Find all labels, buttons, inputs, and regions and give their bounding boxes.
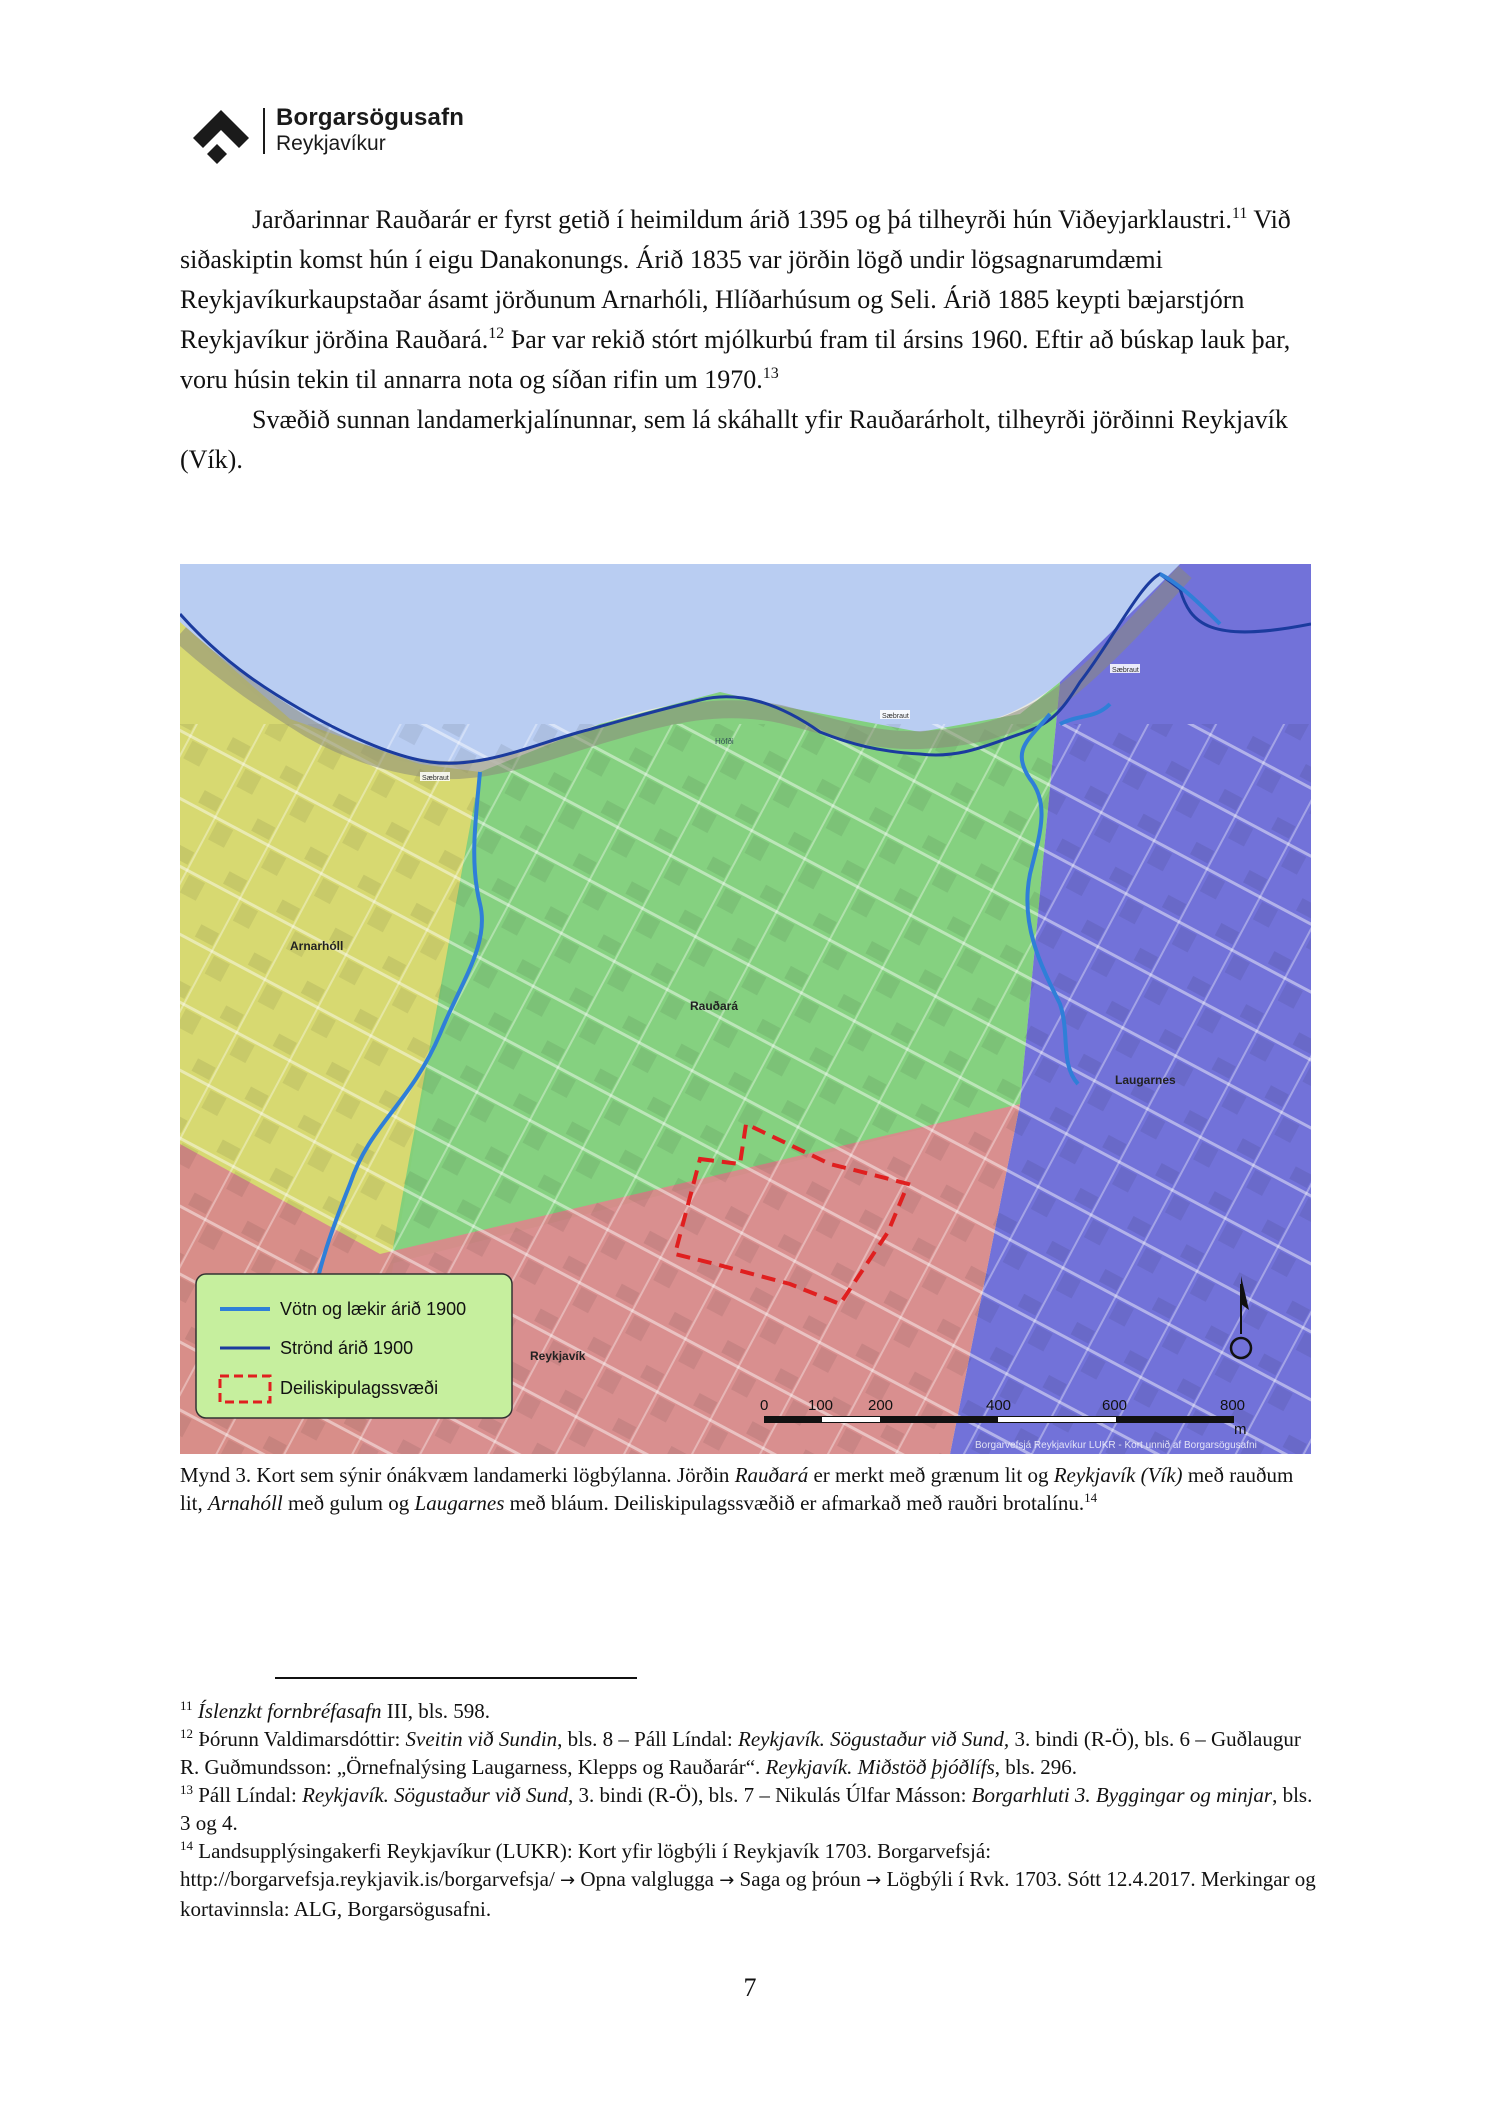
footnote-number: 13 bbox=[180, 1782, 193, 1797]
footnote-text: Saga og þróun bbox=[734, 1867, 867, 1891]
body-text bbox=[180, 200, 1330, 480]
label-arnarholl: Arnarhóll bbox=[290, 939, 344, 953]
scale-tick-200: 200 bbox=[868, 1397, 894, 1414]
footnote-text: III, bls. 598. bbox=[381, 1699, 491, 1723]
arrow-right-icon: → bbox=[866, 1870, 882, 1891]
scale-tick-0: 0 bbox=[760, 1397, 769, 1414]
caption-text-b: er merkt með grænum lit og bbox=[808, 1463, 1054, 1487]
legend-label-shore: Strönd árið 1900 bbox=[280, 1338, 414, 1358]
footnote-text: Landsupplýsingakerfi Reykjavíkur (LUKR): Kort yfir lögbýli í Reykjavík 1703. Borgarvefsjá: http://borgarvefsja.reykjavik.is/borgarvefsja/ bbox=[180, 1839, 992, 1891]
footnote-text: , bls. 8 – Páll Líndal: bbox=[557, 1727, 738, 1751]
footnote-italic: Íslenzkt fornbréfasafn bbox=[197, 1699, 382, 1723]
footnote-text: Lögbýli í Rvk. 1703. Sótt 12.4.2017. Merkingar og kortavinnsla: ALG, Borgarsögusafni. bbox=[180, 1867, 1316, 1921]
street-label-1: Sæbraut bbox=[422, 775, 449, 782]
figure-caption bbox=[180, 1461, 1320, 1517]
arrow-right-icon: → bbox=[719, 1870, 735, 1891]
footnote-ref-14[interactable]: 14 bbox=[1084, 1490, 1098, 1505]
logo-divider bbox=[263, 108, 265, 154]
scale-tick-100: 100 bbox=[808, 1397, 834, 1414]
logo-subtitle: Reykjavíkur bbox=[276, 132, 386, 155]
footnote-ref-11[interactable]: 11 bbox=[1231, 205, 1248, 222]
footnote-number: 14 bbox=[180, 1838, 193, 1853]
scale-tick-800: 800 bbox=[1220, 1397, 1246, 1414]
footnote-italic: Borgarhluti 3. Byggingar og minjar bbox=[971, 1783, 1273, 1807]
footnote-italic: Reykjavík. Sögustaður við Sund, bbox=[738, 1727, 1010, 1751]
footnote-ref-12[interactable]: 12 bbox=[488, 325, 505, 342]
caption-text-a: Mynd 3. Kort sem sýnir ónákvæm landamerki lögbýlanna. Jörðin bbox=[180, 1463, 735, 1487]
footnote-text: Opna valglugga bbox=[575, 1867, 720, 1891]
footnote-text: , 3. bindi (R-Ö), bls. 7 – Nikulás Úlfar Másson: bbox=[568, 1783, 972, 1807]
footnote-italic: Sveitin við Sundin bbox=[405, 1727, 558, 1751]
caption-italic-raudara: Rauðará bbox=[734, 1463, 809, 1487]
footnote-text: Páll Líndal: bbox=[193, 1783, 303, 1807]
footnote-italic: Reykjavík. Miðstöð þjóðlífs bbox=[765, 1755, 995, 1779]
paragraph-2-text: Svæðið sunnan landamerkjalínunnar, sem lá skáhallt yfir Rauðarárholt, tilheyrði jörðinni Reykjavík (Vík). bbox=[180, 405, 1288, 474]
label-raudara: Rauðará bbox=[690, 999, 739, 1013]
footnote-number: 12 bbox=[180, 1726, 193, 1741]
footnote-separator bbox=[275, 1677, 637, 1679]
footnote-14 bbox=[180, 1837, 1320, 1923]
footnote-text: 3. bindi (R-Ö), bls. 6 – Guðlaugur R. Guðmundsson: „Örnefnalýsing Laugarness, Klepps og Rauðarár“. bbox=[180, 1727, 1301, 1779]
footnote-text: , bls. 296. bbox=[994, 1755, 1078, 1779]
label-laugarnes: Laugarnes bbox=[1115, 1073, 1176, 1087]
boundary-map bbox=[180, 564, 1311, 1454]
street-label-2: Sæbraut bbox=[882, 713, 909, 720]
scale-tick-400: 400 bbox=[986, 1397, 1012, 1414]
caption-italic-arnaholl: Arnahóll bbox=[208, 1491, 283, 1515]
caption-text-e: með bláum. Deiliskipulagssvæðið er afmarkað með rauðri brotalínu. bbox=[504, 1491, 1085, 1515]
street-label-3: Sæbraut bbox=[1112, 667, 1139, 674]
logo-text bbox=[276, 104, 464, 156]
footnote-number: 11 bbox=[180, 1698, 193, 1713]
paragraph-1-text-a: Jarðarinnar Rauðarár er fyrst getið í heimildum árið 1395 og þá tilheyrði hún Viðeyjarklaustri. bbox=[252, 205, 1232, 234]
caption-italic-reykjavik: Reykjavík (Vík) bbox=[1053, 1463, 1183, 1487]
footnote-12 bbox=[180, 1725, 1320, 1781]
caption-text-d: með gulum og bbox=[282, 1491, 415, 1515]
caption-italic-laugarnes: Laugarnes bbox=[414, 1491, 505, 1515]
footnotes bbox=[180, 1697, 1320, 1923]
scale-tick-600: 600 bbox=[1102, 1397, 1128, 1414]
paragraph-1-text-c: Þar var rekið stórt mjólkurbú fram til ársins 1960. Eftir að búskap lauk þar, voru húsin tekin til annarra nota og síðan rifin um 1970. bbox=[180, 325, 1291, 394]
paragraph-1 bbox=[180, 200, 1330, 400]
footnote-text: Þórunn Valdimarsdóttir: bbox=[193, 1727, 406, 1751]
map-legend bbox=[196, 1274, 512, 1418]
footnote-ref-13[interactable]: 13 bbox=[762, 365, 779, 382]
map-credit: Borgarvefsjá Reykjavíkur LUKR - Kort unnið af Borgarsögusafni bbox=[975, 1440, 1257, 1451]
caption-text-c: með rauðum lit, bbox=[180, 1463, 1294, 1515]
scale-unit: m bbox=[1234, 1421, 1247, 1438]
legend-label-plan: Deiliskipulagssvæði bbox=[280, 1378, 439, 1398]
footnote-13 bbox=[180, 1781, 1320, 1837]
footnote-italic: Reykjavík. Sögustaður við Sund bbox=[302, 1783, 569, 1807]
label-reykjavik: Reykjavík bbox=[530, 1349, 586, 1363]
paragraph-2 bbox=[180, 400, 1330, 480]
footnote-11 bbox=[180, 1697, 1320, 1725]
arrow-right-icon: → bbox=[560, 1870, 576, 1891]
page-number: 7 bbox=[743, 1973, 757, 2002]
street-label-4: Höfði bbox=[715, 737, 734, 746]
footnote-text: , bls. 3 og 4. bbox=[180, 1783, 1313, 1835]
paragraph-1-text-b: Við siðaskiptin komst hún í eigu Danakonungs. Árið 1835 var jörðin lögð undir lögsagnarumdæmi Reykjavíkurkaupstaðar ásamt jörðunum Arnarhóli, Hlíðarhúsum og Seli. Árið 1885 keypti bæjarstjórn Reykjavíkur jörðina Rauðará. bbox=[180, 205, 1291, 354]
legend-label-streams: Vötn og lækir árið 1900 bbox=[280, 1299, 467, 1319]
logo-name: Borgarsögusafn bbox=[276, 104, 465, 131]
